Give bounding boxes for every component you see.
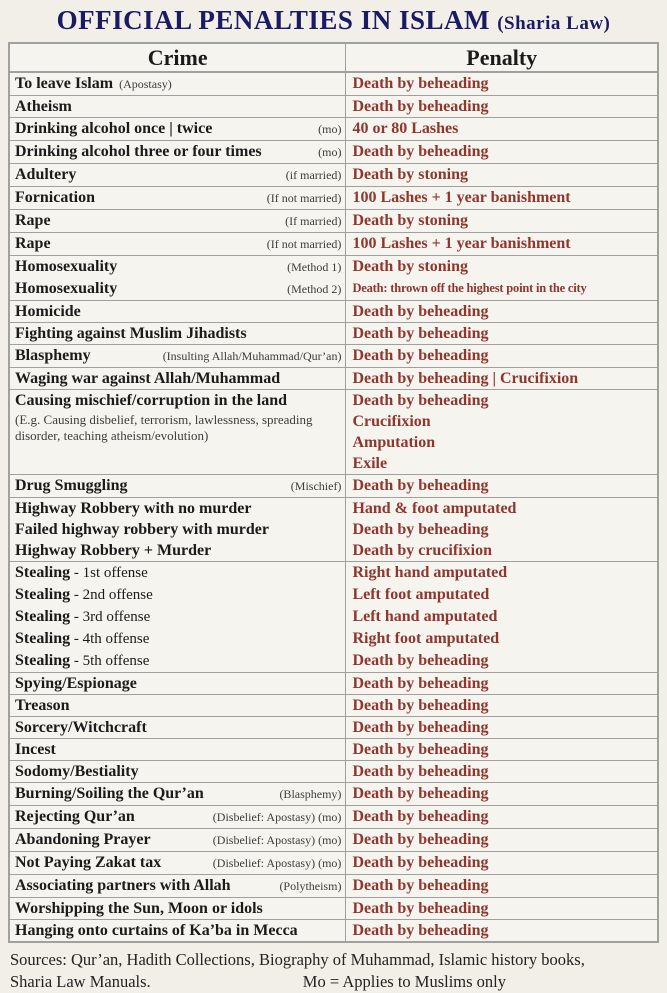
crime-cell xyxy=(10,584,346,606)
penalty-cell xyxy=(346,650,657,672)
penalty-label: Right foot amputated xyxy=(352,630,500,647)
crime-cell xyxy=(10,301,346,322)
crime-label: Associating partners with Allah xyxy=(15,877,231,894)
table-row xyxy=(10,561,657,584)
crime-cell xyxy=(10,673,346,694)
crime-line xyxy=(15,920,341,941)
penalty-cell xyxy=(346,301,657,322)
crime-note: (mo) xyxy=(318,122,342,136)
crime-cell xyxy=(10,717,346,738)
crime-label: Stealing xyxy=(15,608,71,625)
penalty-label: Death by beheading xyxy=(352,143,489,160)
crime-cell xyxy=(10,73,346,95)
crime-suffix: - 5th offense xyxy=(70,653,150,669)
crime-label: Rape xyxy=(15,235,51,252)
penalty-cell xyxy=(346,829,657,851)
crime-cell xyxy=(10,141,346,163)
table-row xyxy=(10,760,657,782)
crime-line xyxy=(15,73,341,95)
penalty-label: Death by stoning xyxy=(352,212,469,229)
table-row xyxy=(10,389,657,474)
crime-note: (If not married) xyxy=(266,191,342,205)
crime-note: (Disbelief: Apostasy) (mo) xyxy=(212,833,342,847)
column-header-penalty: Penalty xyxy=(466,45,538,70)
table-row xyxy=(10,738,657,760)
crime-line xyxy=(15,390,341,411)
penalty-label: Death by beheading xyxy=(352,854,489,871)
crime-cell xyxy=(10,278,346,300)
penalty-label: Death by beheading xyxy=(352,98,489,115)
table-row xyxy=(10,628,657,650)
crime-line xyxy=(15,96,341,117)
mo-abbreviation-note: Mo = Applies to Muslims only xyxy=(302,972,507,991)
table-row xyxy=(10,474,657,497)
table-row xyxy=(10,897,657,919)
crime-cell xyxy=(10,898,346,919)
penalty-cell xyxy=(346,806,657,828)
table-row xyxy=(10,716,657,738)
penalty-cell xyxy=(346,761,657,782)
crime-cell xyxy=(10,390,346,474)
crime-line xyxy=(15,695,341,716)
crime-label: Causing mischief/corruption in the land xyxy=(15,392,288,409)
crime-line xyxy=(15,301,341,322)
crime-label: Drinking alcohol once | twice xyxy=(15,120,213,137)
crime-label: Sorcery/Witchcraft xyxy=(15,719,147,736)
penalty-cell xyxy=(346,739,657,760)
penalty-cell xyxy=(346,187,657,209)
table-row xyxy=(10,497,657,519)
sources-line-2-text: Sharia Law Manuals. xyxy=(10,972,151,991)
crime-line xyxy=(15,650,341,672)
penalty-cell xyxy=(346,628,657,650)
penalty-label: Death by beheading xyxy=(352,741,489,758)
penalty-label: Crucifixion xyxy=(352,413,431,430)
crime-line xyxy=(15,475,341,497)
crime-cell xyxy=(10,628,346,650)
crime-cell xyxy=(10,920,346,941)
crime-label: Fighting against Muslim Jihadists xyxy=(15,325,247,342)
crime-note: (E.g. Causing disbelief, terrorism, lawlessness, spreading disorder, teaching atheism/evolution) xyxy=(15,412,313,443)
crime-note: (Disbelief: Apostasy) (mo) xyxy=(212,856,342,870)
penalty-cell xyxy=(346,519,657,540)
crime-cell xyxy=(10,783,346,805)
table-rows xyxy=(10,73,657,941)
crime-line xyxy=(15,233,341,255)
table-row xyxy=(10,140,657,163)
crime-cell xyxy=(10,562,346,584)
crime-label: Stealing xyxy=(15,630,71,647)
crime-line xyxy=(15,739,341,760)
crime-note: (If not married) xyxy=(266,237,342,251)
penalty-cell xyxy=(346,898,657,919)
crime-label: Sodomy/Bestiality xyxy=(15,763,139,780)
crime-cell xyxy=(10,875,346,897)
crime-label: Highway Robbery + Murder xyxy=(15,542,212,559)
crime-line xyxy=(15,717,341,738)
crime-line xyxy=(15,519,341,540)
penalty-label: Death by beheading xyxy=(352,303,489,320)
penalty-label: Death by beheading xyxy=(352,392,489,409)
crime-label: Stealing xyxy=(15,564,71,581)
crime-note: (If married) xyxy=(285,214,342,228)
penalty-cell xyxy=(346,323,657,344)
table-row xyxy=(10,255,657,278)
penalty-label: Death by beheading xyxy=(352,75,489,92)
table-row xyxy=(10,694,657,716)
crime-line xyxy=(15,368,341,389)
crime-line xyxy=(15,673,341,694)
crime-label: Atheism xyxy=(15,98,72,115)
penalty-label: Amputation xyxy=(352,434,436,451)
crime-cell xyxy=(10,739,346,760)
table-row xyxy=(10,322,657,344)
penalty-label: Death by beheading xyxy=(352,347,489,364)
crime-line xyxy=(15,278,341,300)
table-row xyxy=(10,851,657,874)
crime-label: Adultery xyxy=(15,166,77,183)
crime-suffix: - 1st offense xyxy=(70,565,148,581)
penalty-label: Death by beheading xyxy=(352,652,489,669)
crime-suffix: - 2nd offense xyxy=(70,587,153,603)
penalty-label: Exile xyxy=(352,455,388,472)
table-row xyxy=(10,919,657,941)
crime-cell xyxy=(10,540,346,561)
table-row xyxy=(10,828,657,851)
crime-cell xyxy=(10,118,346,140)
crime-label: Highway Robbery with no murder xyxy=(15,500,252,517)
column-header-crime: Crime xyxy=(10,44,346,71)
crime-line xyxy=(15,806,341,828)
penalty-label: 100 Lashes + 1 year banishment xyxy=(352,235,571,252)
table-row xyxy=(10,209,657,232)
crime-cell xyxy=(10,650,346,672)
table-row xyxy=(10,805,657,828)
penalty-label: Death by beheading xyxy=(352,477,489,494)
crime-label: Waging war against Allah/Muhammad xyxy=(15,370,281,387)
crime-note: (Polytheism) xyxy=(279,879,342,893)
penalty-cell xyxy=(346,73,657,95)
sources-line-1: Sources: Qur’an, Hadith Collections, Biography of Muhammad, Islamic history books, xyxy=(10,950,585,969)
crime-cell xyxy=(10,323,346,344)
crime-note: (Insulting Allah/Muhammad/Qur’an) xyxy=(162,349,342,363)
penalty-label: Hand & foot amputated xyxy=(352,500,517,517)
crime-line xyxy=(15,898,341,919)
penalty-label: Death by stoning xyxy=(352,166,469,183)
crime-cell xyxy=(10,806,346,828)
penalty-cell xyxy=(346,368,657,389)
penalty-label: 100 Lashes + 1 year banishment xyxy=(352,189,571,206)
table-row xyxy=(10,163,657,186)
penalty-cell xyxy=(346,210,657,232)
crime-line xyxy=(15,606,341,628)
crime-label: Spying/Espionage xyxy=(15,675,137,692)
crime-label: Drinking alcohol three or four times xyxy=(15,143,262,160)
crime-line xyxy=(15,562,341,584)
crime-line xyxy=(15,852,341,874)
crime-label: Rejecting Qur’an xyxy=(15,808,135,825)
penalty-cell xyxy=(346,390,657,474)
penalty-label: Death by beheading xyxy=(352,325,489,342)
penalty-cell xyxy=(346,852,657,874)
crime-line xyxy=(15,498,341,519)
crime-label: Incest xyxy=(15,741,56,758)
crime-line xyxy=(15,345,341,367)
penalty-cell xyxy=(346,96,657,117)
crime-suffix: - 4th offense xyxy=(70,631,150,647)
crime-cell xyxy=(10,519,346,540)
table-row xyxy=(10,344,657,367)
crime-cell xyxy=(10,233,346,255)
table-row xyxy=(10,519,657,540)
crime-label: Homosexuality xyxy=(15,258,118,275)
penalty-cell xyxy=(346,540,657,561)
penalty-cell xyxy=(346,278,657,300)
penalty-label: Death by beheading xyxy=(352,831,489,848)
table-row xyxy=(10,606,657,628)
penalty-cell xyxy=(346,606,657,628)
penalty-label: Death by beheading xyxy=(352,900,489,917)
crime-cell xyxy=(10,606,346,628)
penalty-label: Death: thrown off the highest point in the city xyxy=(352,281,587,295)
penalty-label: Death by beheading xyxy=(352,785,489,802)
penalty-label: Death by beheading xyxy=(352,763,489,780)
crime-label: Homicide xyxy=(15,303,81,320)
penalty-label: Death by beheading xyxy=(352,922,489,939)
crime-cell xyxy=(10,498,346,519)
crime-cell xyxy=(10,368,346,389)
crime-cell xyxy=(10,164,346,186)
crime-label: Drug Smuggling xyxy=(15,477,128,494)
crime-label: Worshipping the Sun, Moon or idols xyxy=(15,900,263,917)
penalty-label: Death by beheading xyxy=(352,675,489,692)
crime-note: (Mischief) xyxy=(290,479,342,493)
penalty-label: Death by beheading xyxy=(352,521,489,538)
table-row xyxy=(10,367,657,389)
penalty-cell xyxy=(346,118,657,140)
crime-label: Stealing xyxy=(15,586,71,603)
crime-label: Abandoning Prayer xyxy=(15,831,151,848)
penalty-label: Death by beheading | Crucifixion xyxy=(352,370,579,387)
crime-line xyxy=(15,256,341,278)
penalty-label: Left foot amputated xyxy=(352,586,490,603)
penalty-label: 40 or 80 Lashes xyxy=(352,120,459,137)
crime-line xyxy=(15,164,341,186)
penalty-label: Death by crucifixion xyxy=(352,542,492,559)
penalty-cell xyxy=(346,345,657,367)
table-row xyxy=(10,782,657,805)
crime-line xyxy=(15,141,341,163)
crime-line xyxy=(15,584,341,606)
penalty-cell xyxy=(346,256,657,278)
crime-line xyxy=(15,761,341,782)
table-row xyxy=(10,672,657,694)
crime-label: Not Paying Zakat tax xyxy=(15,854,162,871)
crime-line xyxy=(15,829,341,851)
crime-cell xyxy=(10,475,346,497)
penalty-label: Death by stoning xyxy=(352,258,469,275)
crime-label: Hanging onto curtains of Ka’ba in Mecca xyxy=(15,922,298,939)
crime-note: (if married) xyxy=(285,168,342,182)
table-row xyxy=(10,186,657,209)
crime-cell xyxy=(10,852,346,874)
penalty-label: Right hand amputated xyxy=(352,564,508,581)
penalty-cell xyxy=(346,498,657,519)
crime-line xyxy=(15,875,341,897)
crime-cell xyxy=(10,829,346,851)
crime-note: (Blasphemy) xyxy=(279,787,342,801)
crime-cell xyxy=(10,345,346,367)
crime-cell xyxy=(10,695,346,716)
crime-cell xyxy=(10,210,346,232)
penalty-label: Death by beheading xyxy=(352,719,489,736)
table-row xyxy=(10,540,657,561)
penalty-cell xyxy=(346,920,657,941)
crime-note: (Disbelief: Apostasy) (mo) xyxy=(212,810,342,824)
title-main: OFFICIAL PENALTIES IN ISLAM xyxy=(56,5,490,35)
crime-note: (mo) xyxy=(318,145,342,159)
crime-line xyxy=(15,783,341,805)
penalty-cell xyxy=(346,875,657,897)
table-row xyxy=(10,874,657,897)
crime-note: (Method 1) xyxy=(287,260,342,274)
penalty-cell xyxy=(346,673,657,694)
table-row xyxy=(10,300,657,322)
crime-cell xyxy=(10,96,346,117)
crime-label: Homosexuality xyxy=(15,280,118,297)
penalty-label: Left hand amputated xyxy=(352,608,498,625)
table-row xyxy=(10,650,657,672)
crime-label: Burning/Soiling the Qur’an xyxy=(15,785,204,802)
penalty-label: Death by beheading xyxy=(352,697,489,714)
crime-label: To leave Islam xyxy=(15,75,114,92)
title-subtitle: (Sharia Law) xyxy=(497,13,611,34)
sources-footer xyxy=(8,943,659,993)
table-row xyxy=(10,278,657,300)
crime-label: Blasphemy xyxy=(15,347,91,364)
crime-note: (Apostasy) xyxy=(119,77,172,91)
penalty-cell xyxy=(346,164,657,186)
penalty-cell xyxy=(346,233,657,255)
crime-cell xyxy=(10,187,346,209)
penalty-label: Death by beheading xyxy=(352,877,489,894)
crime-line xyxy=(15,628,341,650)
penalty-cell xyxy=(346,717,657,738)
crime-line xyxy=(15,323,341,344)
penalties-table xyxy=(8,42,659,943)
table-row xyxy=(10,584,657,606)
crime-label: Rape xyxy=(15,212,51,229)
crime-label: Fornication xyxy=(15,189,95,206)
penalty-cell xyxy=(346,562,657,584)
crime-label: Failed highway robbery with murder xyxy=(15,521,269,538)
sources-line-2 xyxy=(10,971,657,993)
penalty-cell xyxy=(346,695,657,716)
table-row xyxy=(10,73,657,95)
crime-cell xyxy=(10,256,346,278)
crime-line xyxy=(15,187,341,209)
table-row xyxy=(10,95,657,117)
table-row xyxy=(10,117,657,140)
crime-label: Stealing xyxy=(15,652,71,669)
penalty-label: Death by beheading xyxy=(352,808,489,825)
table-header-row xyxy=(10,44,657,73)
penalty-cell xyxy=(346,141,657,163)
table-row xyxy=(10,232,657,255)
crime-cell xyxy=(10,761,346,782)
crime-line xyxy=(15,210,341,232)
crime-line xyxy=(15,540,341,561)
crime-label: Treason xyxy=(15,697,70,714)
crime-line xyxy=(15,118,341,140)
penalty-cell xyxy=(346,475,657,497)
crime-suffix: - 3rd offense xyxy=(70,609,151,625)
penalty-cell xyxy=(346,584,657,606)
page-title xyxy=(8,4,659,40)
crime-note: (Method 2) xyxy=(287,282,342,296)
penalty-cell xyxy=(346,783,657,805)
